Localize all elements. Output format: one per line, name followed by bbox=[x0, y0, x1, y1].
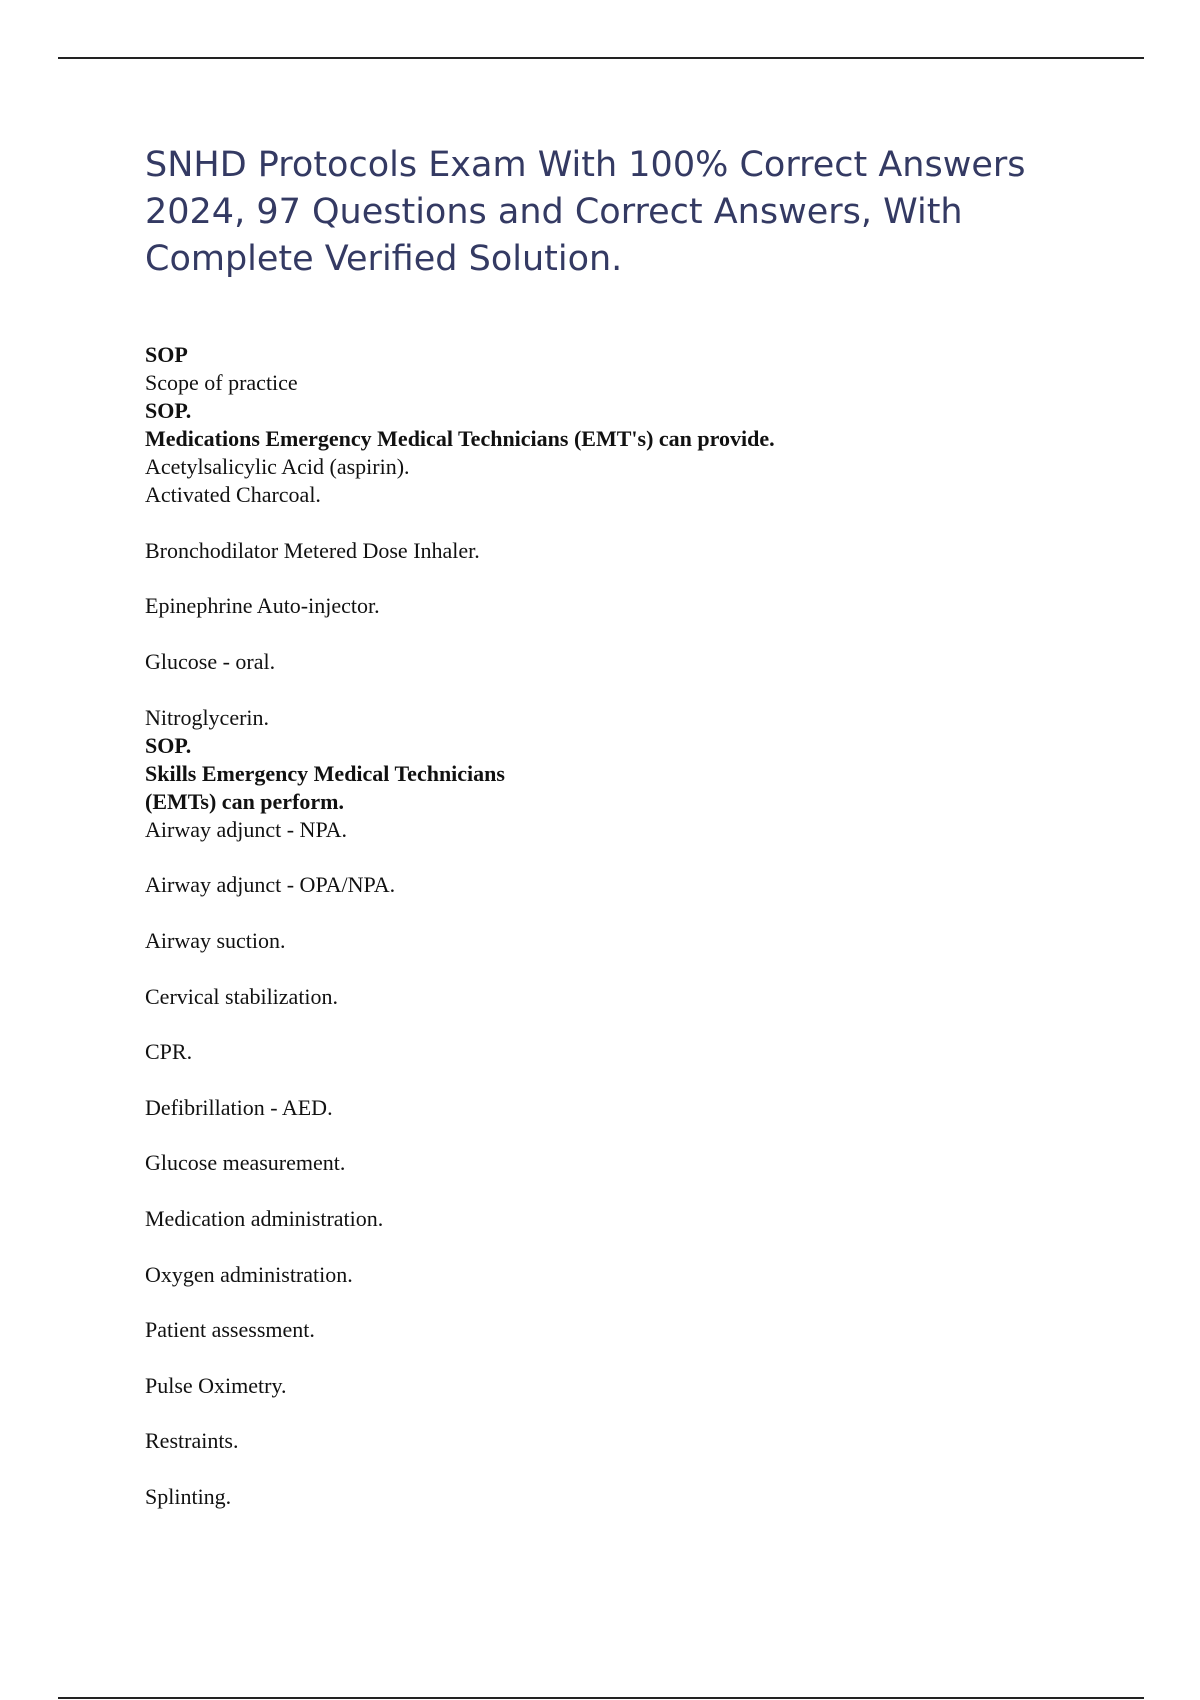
q2-answer-item: Cervical stabilization. bbox=[145, 984, 339, 1009]
q2-label: SOP. bbox=[145, 733, 192, 758]
top-rule bbox=[58, 57, 1144, 59]
document-title: SNHD Protocols Exam With 100% Correct Answers 2024, 97 Questions and Correct Answers, With Complete Verified Solution. bbox=[145, 145, 1026, 279]
q1-question: Medications Emergency Medical Technicians (EMT's) can provide. bbox=[145, 426, 775, 451]
q2-answer-item: Patient assessment. bbox=[145, 1317, 315, 1342]
q2-question-line1: Skills Emergency Medical Technicians bbox=[145, 761, 505, 786]
q2-answer-item: Glucose measurement. bbox=[145, 1150, 346, 1175]
q2-answer-item: Airway adjunct - NPA. bbox=[145, 817, 348, 842]
q2-answer-item: Pulse Oximetry. bbox=[145, 1373, 287, 1398]
q1-answer-item: Nitroglycerin. bbox=[145, 705, 270, 730]
q1-answer-item: Bronchodilator Metered Dose Inhaler. bbox=[145, 538, 480, 563]
sop-heading: SOP bbox=[145, 342, 188, 367]
q1-answer-item: Activated Charcoal. bbox=[145, 482, 321, 507]
q1-answer-item: Epinephrine Auto-injector. bbox=[145, 593, 380, 618]
q2-answer-item: Airway adjunct - OPA/NPA. bbox=[145, 872, 396, 897]
q2-answer-item: Restraints. bbox=[145, 1428, 239, 1453]
q1-label: SOP. bbox=[145, 398, 192, 423]
bottom-rule bbox=[58, 1697, 1144, 1699]
q2-answer-item: Medication administration. bbox=[145, 1206, 384, 1231]
q2-answer-item: CPR. bbox=[145, 1039, 193, 1064]
q1-answer-item: Glucose - oral. bbox=[145, 649, 276, 674]
q2-answer-item: Airway suction. bbox=[145, 928, 286, 953]
q2-answer-item: Oxygen administration. bbox=[145, 1262, 353, 1287]
q2-question-line2: (EMTs) can perform. bbox=[145, 789, 344, 814]
document-body bbox=[145, 341, 1105, 1511]
q2-answer-item: Splinting. bbox=[145, 1484, 232, 1509]
q2-answer-item: Defibrillation - AED. bbox=[145, 1095, 333, 1120]
q1-answer-item: Acetylsalicylic Acid (aspirin). bbox=[145, 454, 410, 479]
sop-answer: Scope of practice bbox=[145, 370, 298, 395]
